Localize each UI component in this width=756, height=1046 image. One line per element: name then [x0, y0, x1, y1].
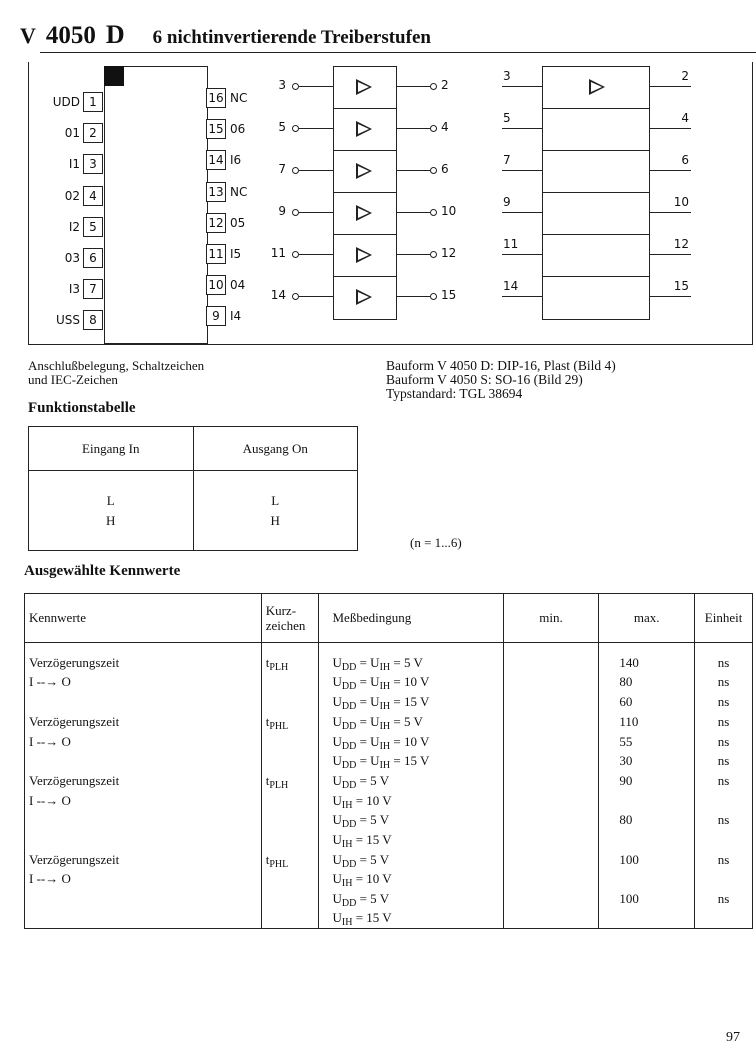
iec-output-number: 4	[681, 111, 689, 125]
terminal-icon	[292, 209, 299, 216]
output-wire	[396, 254, 430, 255]
output-pin-number: 10	[441, 204, 457, 218]
unit: ns	[717, 773, 730, 789]
col-max: max.	[599, 594, 695, 643]
iec-output-number: 15	[673, 279, 689, 293]
input-pin-number: 5	[278, 120, 286, 134]
pin-12: 12	[206, 213, 226, 233]
unit: ns	[717, 890, 730, 906]
iec-input-number: 11	[503, 237, 519, 251]
pin-14: 14	[206, 150, 226, 170]
buffer-cell	[334, 193, 396, 235]
parameter-name: Verzögerungszeit	[29, 773, 120, 789]
unit: ns	[717, 674, 730, 690]
iec-symbol	[542, 66, 650, 320]
max-value	[619, 908, 693, 927]
iec-input-wire	[502, 128, 542, 129]
output-wire	[396, 212, 430, 213]
iec-cell	[543, 67, 649, 109]
pin-6: 6	[83, 248, 103, 268]
iec-output-wire	[649, 170, 691, 171]
table-row	[25, 712, 753, 771]
pin-10: 10	[206, 275, 226, 295]
symbol	[261, 712, 318, 771]
symbol-sub: PLH	[269, 780, 289, 792]
output-wire	[396, 86, 430, 87]
pin-label: I1	[68, 157, 80, 172]
input-pin-number: 11	[270, 246, 286, 260]
dip16-package	[104, 66, 208, 344]
iec-input-wire	[502, 212, 542, 213]
max-values	[599, 850, 695, 929]
unit: ns	[717, 655, 730, 670]
output-pin-number: 2	[441, 78, 449, 92]
pin-label: I4	[230, 309, 242, 324]
buffer-triangle-icon	[589, 79, 605, 95]
pin-7: 7	[83, 279, 103, 299]
buffer-cell	[334, 277, 396, 318]
iec-input-wire	[502, 86, 542, 87]
iec-input-number: 3	[503, 69, 511, 83]
table-row	[25, 850, 753, 929]
col-einheit: Einheit	[695, 594, 753, 643]
input-pin-number: 7	[278, 162, 286, 176]
iec-output-wire	[649, 86, 691, 87]
terminal-icon	[292, 83, 299, 90]
pin-label: 03	[64, 251, 80, 265]
condition: $U_{DD} = 5$ V	[332, 773, 390, 792]
page-title	[20, 20, 431, 60]
units	[695, 712, 753, 771]
min-value	[503, 712, 599, 771]
condition: $U_{DD} = U_{IH} = 15$ V	[332, 693, 430, 712]
caption-line: Anschlußbelegung, Schaltzeichen	[28, 358, 205, 373]
parameter	[25, 850, 262, 929]
pin-5: 5	[83, 217, 103, 237]
characteristics-title: Ausgewählte Kennwerte	[24, 563, 181, 579]
max-value: 80	[619, 674, 633, 690]
pin-label: NC	[230, 91, 248, 105]
input-wire	[299, 86, 333, 87]
iec-cell	[543, 151, 649, 193]
pin-1: 1	[83, 92, 103, 112]
buffer-triangle-icon	[356, 289, 372, 305]
terminal-icon	[430, 125, 437, 132]
pin-4: 4	[83, 186, 103, 206]
min-value	[503, 771, 599, 850]
package-d: Bauform V 4050 D: DIP-16, Plast (Bild 4)	[386, 358, 616, 373]
max-values	[599, 771, 695, 850]
parameter-direction: I --→ O	[29, 733, 71, 749]
part-number: 4050	[45, 22, 96, 49]
max-value: 80	[619, 812, 633, 828]
max-value: 140	[619, 655, 639, 670]
part-suffix: D	[105, 20, 125, 49]
part-description: 6 nichtinvertierende Treiberstufen	[152, 27, 431, 48]
parameter-direction: I --→ O	[29, 871, 71, 887]
output-pin-number: 6	[441, 162, 449, 176]
symbol-base: t	[265, 773, 270, 789]
max-value: 110	[619, 714, 639, 730]
buffer-triangle-icon	[356, 205, 372, 221]
cell: L	[271, 493, 280, 509]
condition: $U_{IH} = 10$ V	[332, 792, 392, 811]
pin-2: 2	[83, 123, 103, 143]
pin-label: I6	[230, 153, 242, 168]
input-wire	[299, 212, 333, 213]
max-value: 90	[619, 773, 633, 789]
iec-output-wire	[649, 296, 691, 297]
iec-input-number: 5	[503, 111, 511, 125]
unit: ns	[717, 733, 730, 749]
unit	[696, 908, 751, 927]
cell: H	[106, 512, 116, 528]
pin-label: 05	[230, 215, 246, 230]
unit	[696, 791, 751, 810]
iec-cell	[543, 193, 649, 235]
iec-input-wire	[502, 170, 542, 171]
condition: $U_{DD} = U_{IH} = 5$ V	[332, 655, 423, 673]
min-value	[503, 643, 599, 713]
symbol-sub: PLH	[269, 662, 289, 673]
col-min: min.	[503, 594, 599, 643]
characteristics-table	[24, 593, 753, 929]
col-messbedingung: Meßbedingung	[318, 594, 503, 643]
pin-13: 13	[206, 182, 226, 202]
symbol-sub: PHL	[269, 721, 289, 733]
max-values	[599, 643, 695, 713]
max-value	[619, 830, 693, 849]
figure-caption	[28, 359, 204, 387]
pin-15: 15	[206, 119, 226, 139]
parameter-direction: I --→ O	[29, 674, 71, 690]
pin-label: USS	[55, 313, 80, 328]
symbol-base: t	[265, 655, 270, 670]
col-header-input: Eingang In	[29, 427, 194, 471]
output-wire	[396, 128, 430, 129]
symbol	[261, 850, 318, 929]
terminal-icon	[430, 167, 437, 174]
condition: $U_{IH} = 15$ V	[332, 910, 392, 929]
cell: L	[106, 493, 115, 509]
input-pin-number: 3	[278, 78, 286, 92]
output-pin-number: 15	[441, 288, 457, 302]
part-prefix: V	[20, 23, 36, 48]
output-wire	[396, 296, 430, 297]
parameter-name: Verzögerungszeit	[29, 851, 120, 867]
iec-output-number: 12	[673, 237, 689, 251]
buffer-cell	[334, 109, 396, 151]
conditions	[318, 712, 503, 771]
input-wire	[299, 254, 333, 255]
iec-cell	[543, 109, 649, 151]
caption-line: und IEC-Zeichen	[28, 372, 118, 387]
function-table	[28, 426, 358, 551]
input-wire	[299, 296, 333, 297]
buffer-triangle-icon	[356, 121, 372, 137]
output-pin-number: 12	[441, 246, 457, 260]
output-wire	[396, 170, 430, 171]
condition: $U_{IH} = 10$ V	[332, 871, 392, 890]
input-wire	[299, 170, 333, 171]
pin-3: 3	[83, 154, 103, 174]
buffer-triangle-icon	[356, 163, 372, 179]
max-value: 60	[619, 693, 633, 709]
input-wire	[299, 128, 333, 129]
condition: $U_{DD} = U_{IH} = 5$ V	[332, 714, 423, 733]
max-value: 55	[619, 733, 633, 749]
symbol-base: t	[265, 851, 270, 867]
pin1-marker	[104, 66, 124, 86]
title-rule	[40, 52, 756, 53]
unit: ns	[717, 851, 730, 867]
unit	[696, 869, 751, 888]
condition: $U_{DD} = 5$ V	[332, 851, 390, 870]
condition: $U_{DD} = 5$ V	[332, 890, 390, 909]
unit	[696, 830, 751, 849]
pin-9: 9	[206, 306, 226, 326]
iec-output-number: 2	[681, 69, 689, 83]
parameter	[25, 643, 262, 713]
terminal-icon	[292, 251, 299, 258]
iec-input-number: 14	[503, 279, 519, 293]
parameter	[25, 712, 262, 771]
pin-8: 8	[83, 310, 103, 330]
iec-output-wire	[649, 128, 691, 129]
iec-cell	[543, 277, 649, 318]
condition: $U_{DD} = U_{IH} = 10$ V	[332, 674, 430, 693]
unit: ns	[717, 812, 730, 828]
condition: $U_{DD} = U_{IH} = 10$ V	[332, 733, 430, 752]
buffer-cell	[334, 151, 396, 193]
max-value: 100	[619, 851, 639, 867]
conditions	[318, 850, 503, 929]
conditions	[318, 771, 503, 850]
max-value: 100	[619, 890, 639, 906]
table-row	[25, 643, 753, 713]
terminal-icon	[292, 167, 299, 174]
units	[695, 771, 753, 850]
unit: ns	[717, 693, 730, 709]
index-note: (n = 1...6)	[410, 535, 462, 550]
col-kennwerte: Kennwerte	[25, 594, 262, 643]
iec-input-number: 9	[503, 195, 511, 209]
col-kurzzeichen	[261, 594, 318, 643]
package-s: Bauform V 4050 S: SO-16 (Bild 29)	[386, 372, 583, 387]
type-standard: Typstandard: TGL 38694	[386, 386, 523, 401]
terminal-icon	[430, 209, 437, 216]
iec-input-number: 7	[503, 153, 511, 167]
pin-16: 16	[206, 88, 226, 108]
max-value	[619, 791, 693, 810]
pin-label: UDD	[52, 95, 80, 109]
iec-output-number: 10	[673, 195, 689, 209]
input-pin-number: 14	[270, 288, 286, 302]
pin-label: I3	[68, 282, 80, 297]
iec-output-wire	[649, 254, 691, 255]
header-line: zeichen	[265, 618, 306, 633]
pin-label: 02	[64, 188, 80, 203]
output-values	[193, 471, 358, 551]
symbol	[261, 643, 318, 713]
parameter-direction: I --→ O	[29, 792, 71, 808]
symbol-base: t	[265, 714, 270, 730]
condition: $U_{DD} = 5$ V	[332, 812, 390, 831]
pin-label: I5	[230, 247, 242, 261]
col-header-output: Ausgang On	[193, 427, 358, 471]
buffer-schematic	[333, 66, 397, 320]
package-info	[386, 359, 616, 401]
symbol	[261, 771, 318, 850]
terminal-icon	[292, 293, 299, 300]
units	[695, 850, 753, 929]
units	[695, 643, 753, 713]
pin-11: 11	[206, 244, 226, 264]
header-line: Kurz-	[265, 603, 297, 618]
min-value	[503, 850, 599, 929]
iec-input-wire	[502, 254, 542, 255]
pin-label: NC	[230, 184, 248, 199]
terminal-icon	[430, 83, 437, 90]
table-row	[25, 771, 753, 850]
buffer-triangle-icon	[356, 247, 372, 263]
input-values	[29, 471, 194, 551]
buffer-triangle-icon	[356, 79, 372, 95]
pin-label: I2	[68, 219, 80, 234]
parameter-name: Verzögerungszeit	[29, 714, 120, 730]
output-pin-number: 4	[441, 120, 449, 134]
iec-output-number: 6	[681, 153, 689, 167]
condition: $U_{DD} = U_{IH} = 15$ V	[332, 752, 430, 771]
max-values	[599, 712, 695, 771]
parameter	[25, 771, 262, 850]
max-value	[619, 869, 693, 888]
pin-label: 01	[64, 126, 80, 141]
function-table-title: Funktionstabelle	[28, 400, 136, 416]
cell: H	[270, 512, 280, 528]
input-pin-number: 9	[278, 204, 286, 218]
conditions	[318, 643, 503, 713]
terminal-icon	[292, 125, 299, 132]
symbol-sub: PHL	[269, 858, 289, 870]
unit: ns	[717, 714, 730, 730]
iec-cell	[543, 235, 649, 277]
condition: $U_{IH} = 15$ V	[332, 831, 392, 850]
terminal-icon	[430, 251, 437, 258]
buffer-cell	[334, 235, 396, 277]
pin-label: 06	[230, 122, 246, 137]
max-value: 30	[619, 752, 633, 768]
iec-input-wire	[502, 296, 542, 297]
page-number: 97	[726, 1030, 740, 1045]
buffer-cell	[334, 67, 396, 109]
iec-output-wire	[649, 212, 691, 213]
pin-label: 04	[230, 278, 246, 293]
parameter-name: Verzögerungszeit	[29, 655, 120, 670]
terminal-icon	[430, 293, 437, 300]
unit: ns	[717, 752, 730, 768]
